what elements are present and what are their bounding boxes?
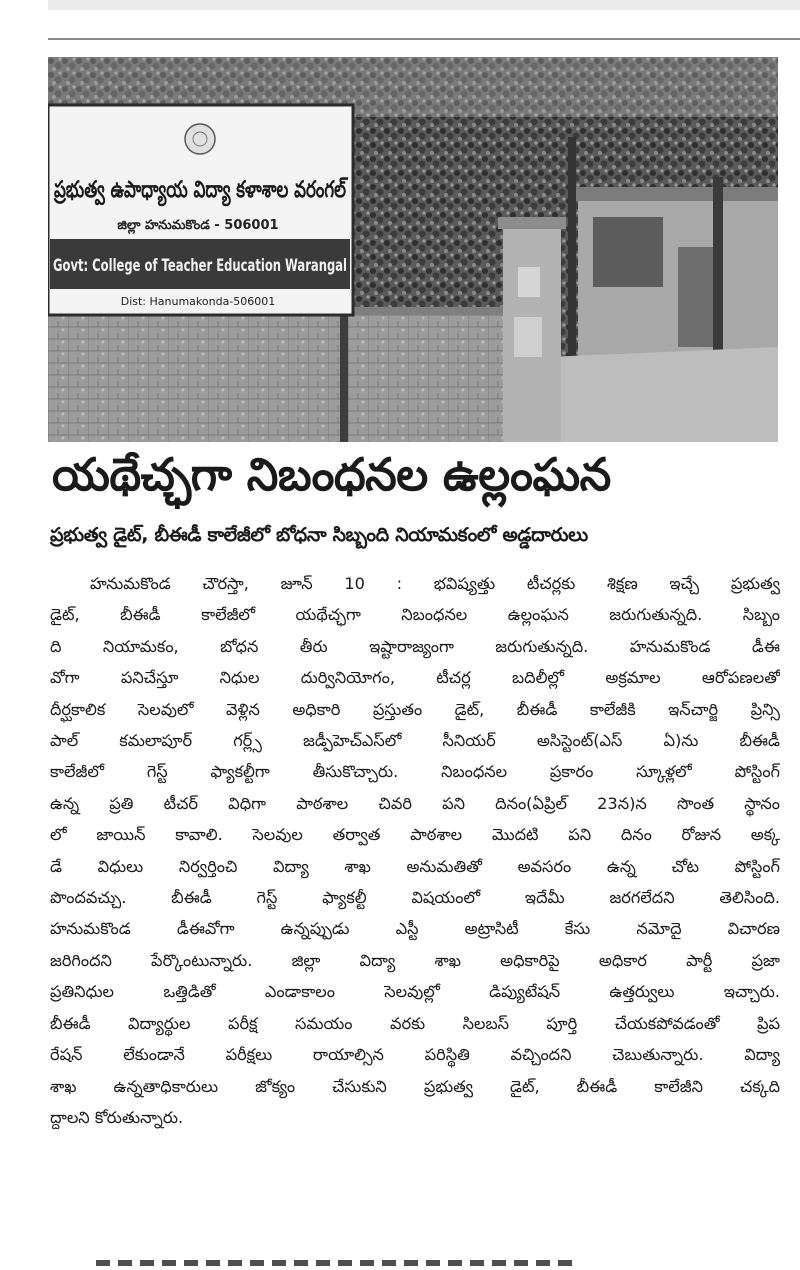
body-line: ది నియామకం, బోధన తీరు ఇష్టారాజ్యంగా జరుగుతున్నది. హనుమకొండ డీఈ — [50, 636, 780, 656]
body-line: రేషన్ లేకుండానే పరీక్షలు రాయాల్సిన పరిస్థితి వచ్చిందని చెబుతున్నారు. విద్యా — [50, 1045, 780, 1065]
subheadline: ప్రభుత్వ డైట్, బీఈడీ కాలేజీలో బోధనా సిబ్బంది నియామకంలో అడ్డదారులు — [50, 524, 588, 546]
body-line: పొందవచ్చు. బీఈడీ గెస్ట్ ఫ్యాకల్టీ విషయంలో ఇదేమీ జరగలేదని తెలిసింది. — [50, 888, 780, 908]
body-line: పాల్ కమలాపూర్ గర్ల్స్ జడ్పీహెచ్ఎస్‌లో సీనియర్ అసిస్టెంట్(ఎస్ ఏ)ను బీఈడీ — [50, 731, 780, 751]
body-line: జరిగిందని పేర్కొంటున్నారు. జిల్లా విద్యా శాఖ అధికారిపై అధికార పార్టీ ప్రజా — [50, 950, 780, 970]
body-line: దీర్ఘకాలిక సెలవులో వెళ్లిన అధికారి ప్రస్తుతం డైట్, బీఈడీ కాలేజీకి ఇన్‌చార్జి ప్రిన్సి — [50, 699, 780, 719]
body-line: హనుమకొండ డీఈవోగా ఉన్నప్పుడు ఎస్టీ అట్రాసిటీ కేసు నమోదై విచారణ — [50, 919, 780, 939]
body-line: శాఖ ఉన్నతాధికారులు జోక్యం చేసుకుని ప్రభుత్వ డైట్, బీఈడీ కాలేజీని చక్కది — [50, 1076, 780, 1096]
headline: యథేచ్ఛగా నిబంధనల ఉల్లంఘన — [52, 448, 611, 501]
cropped-next-line — [96, 1260, 576, 1266]
sign-telugu-district: జిల్లా హనుమకొండ - 506001 — [117, 218, 279, 233]
sign-english-title: Govt: College of Teacher Education Warangal — [53, 256, 347, 276]
body-line: కాలేజీలో గెస్ట్ ఫ్యాకల్టీగా తీసుకొచ్చారు. నిబంధనల ప్రకారం స్కూళ్లలో పోస్టింగ్ — [50, 762, 780, 782]
body-line: వోగా పనిచేస్తూ నిధుల దుర్వినియోగం, టీచర్ల బదిలీల్లో అక్రమాల ఆరోపణలతో — [50, 668, 780, 688]
sign-telugu-title: ప్రభుత్వ ఉపాధ్యాయ విద్యా కళాశాల వరంగల్ — [54, 177, 456, 203]
body-line: ప్రతినిధుల ఒత్తిడితో ఎండాకాలం సెలవుల్లో డిప్యుటేషన్ ఉత్తర్వులు ఇచ్చారు. — [50, 982, 780, 1002]
body-line: ద్దాలని కోరుతున్నారు. — [50, 1107, 184, 1127]
body-line: లో జాయిన్ కావాలి. సెలవుల తర్వాత పాఠశాల మొదటి పని దినం రోజున అక్క — [50, 825, 780, 845]
body-line: బీఈడీ విద్యార్థుల పరీక్ష సమయం వరకు సిలబస్ పూర్తి చేయకపోవడంతో ప్రిప — [50, 1013, 780, 1033]
top-gray-bar — [48, 0, 800, 10]
body-line: డైట్, బీఈడీ కాలేజీలో యథేచ్ఛగా నిబంధనల ఉల్లంఘన జరుగుతున్నది. సిబ్బం — [50, 605, 780, 625]
body-line: హనుమకొండ చౌరస్తా, జూన్ 10 : భవిష్యత్తు టీచర్లకు శిక్షణ ఇచ్చే ప్రభుత్వ — [90, 574, 780, 593]
news-photo — [48, 57, 778, 442]
article-body — [50, 568, 780, 1133]
top-divider — [48, 38, 800, 40]
body-line: డే విధులు నిర్వర్తించి విద్యా శాఖ అనుమతితో అవసరం ఉన్న చోట పోస్టింగ్ — [50, 856, 780, 876]
sign-english-district: Dist: Hanumakonda-506001 — [120, 295, 276, 308]
body-line: ఉన్న ప్రతి టీచర్ విధిగా పాఠశాల చివరి పని దినం(ఏప్రిల్ 23న)న సొంత స్థానం — [50, 793, 780, 813]
